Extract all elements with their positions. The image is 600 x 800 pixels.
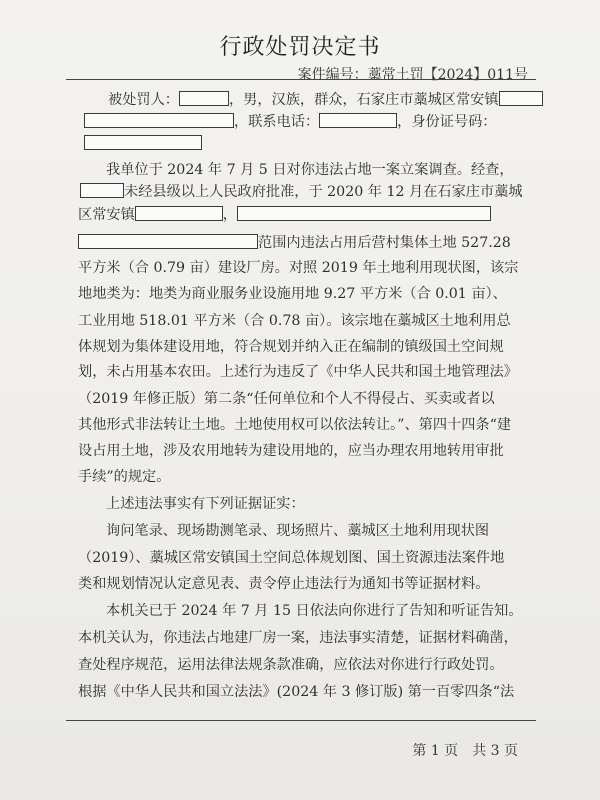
page-number: 第 1 页 [412, 743, 459, 759]
id-label: ，身份证号码： [397, 114, 497, 130]
party-line-3 [84, 134, 202, 154]
body-line: 平方米（合 0.79 亩）建设厂房。对照 2019 年土地利用现状图，该宗 [78, 260, 519, 276]
body-line: 划，未占用基本农田。上述行为违反了《中华人民共和国土地管理法》 [78, 364, 518, 380]
party-label: 被处罚人： [108, 92, 179, 108]
body-line: （2019 年修正版）第二条“任何单位和个人不得侵占、买卖或者以 [78, 391, 495, 407]
body-line-4: 范围内违法占用后营村集体土地 527.28 [78, 233, 511, 253]
body-line: 地地类为：地类为商业服务业设施用地 9.27 平方米（合 0.01 亩）、 [78, 286, 507, 302]
body-line: 我单位于 2024 年 7 月 5 日对你违法占地一案立案调查。经查， [106, 162, 514, 178]
body-line: 工业用地 518.01 平方米（合 0.78 亩）。该宗地在藁城区土地利用总 [78, 313, 511, 329]
footer-rule [66, 720, 536, 721]
body-line: （2019）、藁城区常安镇国土空间总体规划图、国土资源违法案件地 [78, 550, 505, 566]
body-line: 本机关已于 2024 年 7 月 15 日依法向你进行了告知和听证告知。 [106, 603, 523, 619]
body-line: 查处程序规范，运用法律法规条款准确，应依法对你进行行政处罚。 [78, 657, 504, 673]
body-line: 本机关认为，你违法占地建厂房一案，违法事实清楚，证据材料确凿， [78, 630, 518, 646]
body-line-2: 未经县级以上人民政府批准，于 2020 年 12 月在石家庄市藁城 [80, 182, 523, 202]
redaction-box [84, 113, 234, 128]
body-line: 根据《中华人民共和国立法法》(2024 年 3 修订版) 第一百零四条“法 [78, 684, 515, 700]
page-footer [398, 740, 518, 760]
redaction-box [80, 183, 124, 198]
document-title: 行政处罚决定书 [219, 35, 381, 60]
party-line-2 [84, 112, 496, 132]
redaction-box [499, 91, 543, 106]
case-number: 案件编号：藁常土罚【2024】011号 [297, 67, 528, 83]
body-line-3: 区常安镇 ， [78, 205, 491, 225]
redaction-box [84, 135, 202, 150]
redaction-box [319, 113, 397, 128]
body-line: 其他形式非法转让土地。土地使用权可以依法转让。”、第四十四条“建 [78, 417, 512, 433]
body-line: 类和规划情况认定意见表、责令停止违法行为通知书等证据材料。 [78, 576, 490, 592]
redaction-box [237, 206, 491, 221]
body-line: 设占用土地，涉及农用地转为建设用地的，应当办理农用地转用审批 [78, 443, 504, 459]
party-desc: ，男，汉族，群众，石家庄市藁城区常安镇 [228, 92, 499, 108]
phone-label: ，联系电话： [234, 114, 320, 130]
body-line: 手续”的规定。 [78, 469, 171, 485]
party-line-1 [108, 90, 543, 110]
redaction-box [78, 234, 258, 249]
body-line: 体规划为集体建设用地，符合规划并纳入正在编制的镇级国土空间规 [78, 339, 504, 355]
redaction-box [179, 91, 229, 106]
header-rule [66, 79, 536, 80]
redaction-box [135, 206, 223, 221]
body-line: 询问笔录、现场勘测笔录、现场照片、藁城区土地利用现状图 [106, 523, 490, 539]
body-line: 上述违法事实有下列证据证实： [106, 496, 305, 512]
page-total: 共 3 页 [472, 743, 518, 759]
